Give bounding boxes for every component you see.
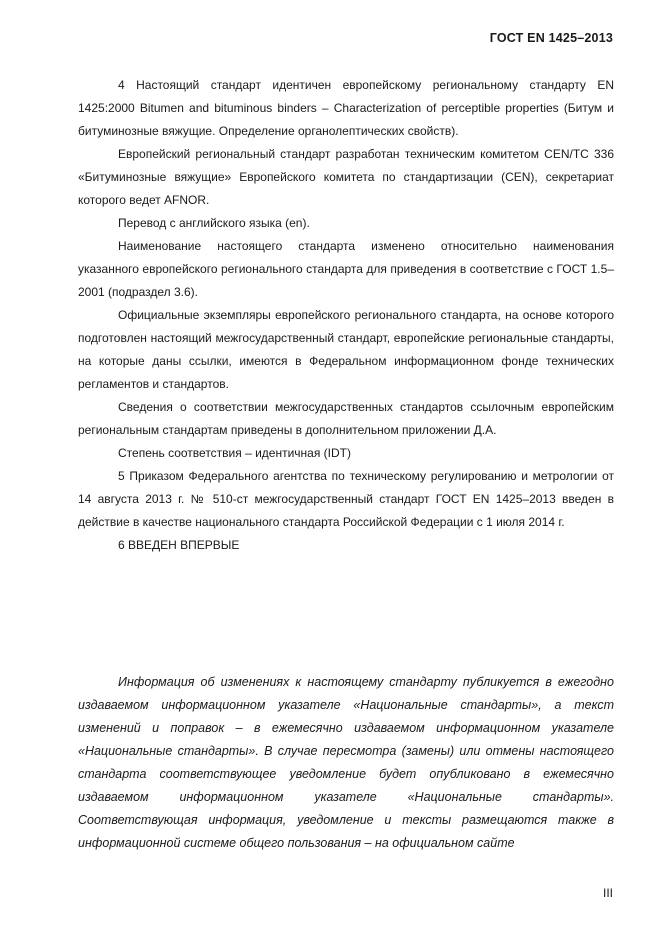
page-number: III	[602, 886, 613, 900]
paragraph-developed-by: Европейский региональный стандарт разработан техническим комитетом CEN/TC 336 «Битуминозные вяжущие» Европейского комитета по стандартизации (CEN), секретариат которого ведет AFNOR.	[78, 147, 614, 207]
paragraph-translation: Перевод с английского языка (en).	[118, 216, 310, 230]
preface-body	[78, 74, 614, 557]
standard-header: ГОСТ EN 1425–2013	[489, 31, 613, 45]
changes-notice	[78, 671, 614, 855]
paragraph-order-enactment: 5 Приказом Федерального агентства по техническому регулированию и метрологии от 14 августа 2013 г. № 510-ст межгосударственный стандарт ГОСТ EN 1425–2013 введен в действие в качестве национального стандарта Российской Федерации с 1 июля 2014 г.	[78, 469, 614, 529]
paragraph-name-changed: Наименование настоящего стандарта изменено относительно наименования указанного европейского регионального стандарта для приведения в соответствие с ГОСТ 1.5–2001 (подраздел 3.6).	[78, 239, 614, 299]
paragraph-correspondence-info: Сведения о соответствии межгосударственных стандартов ссылочным европейским региональным стандартам приведены в дополнительном приложении Д.А.	[78, 400, 614, 437]
paragraph-introduced-first: 6 ВВЕДЕН ВПЕРВЫЕ	[118, 538, 240, 552]
paragraph-identical-standard: 4 Настоящий стандарт идентичен европейскому региональному стандарту EN 1425:2000 Bitumen and bituminous binders – Characterization of perceptible properties (Битум и битуминозные вяжущие. Определение органолептических свойств).	[78, 78, 614, 138]
paragraph-official-copies: Официальные экземпляры европейского регионального стандарта, на основе которого подготовлен настоящий межгосударственный стандарт, европейские региональные стандарты, на которые даны ссылки, имеются в Федеральном информационном фонде технических регламентов и стандартов.	[78, 308, 614, 391]
paragraph-degree-of-correspondence: Степень соответствия – идентичная (IDT)	[118, 446, 352, 460]
notice-text: Информация об изменениях к настоящему стандарту публикуется в ежегодно издаваемом информационном указателе «Национальные стандарты», а текст изменений и поправок – в ежемесячно издаваемом информационном указателе «Национальные стандарты». В случае пересмотра (замены) или отмены настоящего стандарта соответствующее уведомление будет опубликовано в ежемесячно издаваемом информационном указателе «Национальные стандарты». Соответствующая информация, уведомление и тексты размещаются также в информационной системе общего пользования – на официальном сайте	[78, 675, 614, 850]
